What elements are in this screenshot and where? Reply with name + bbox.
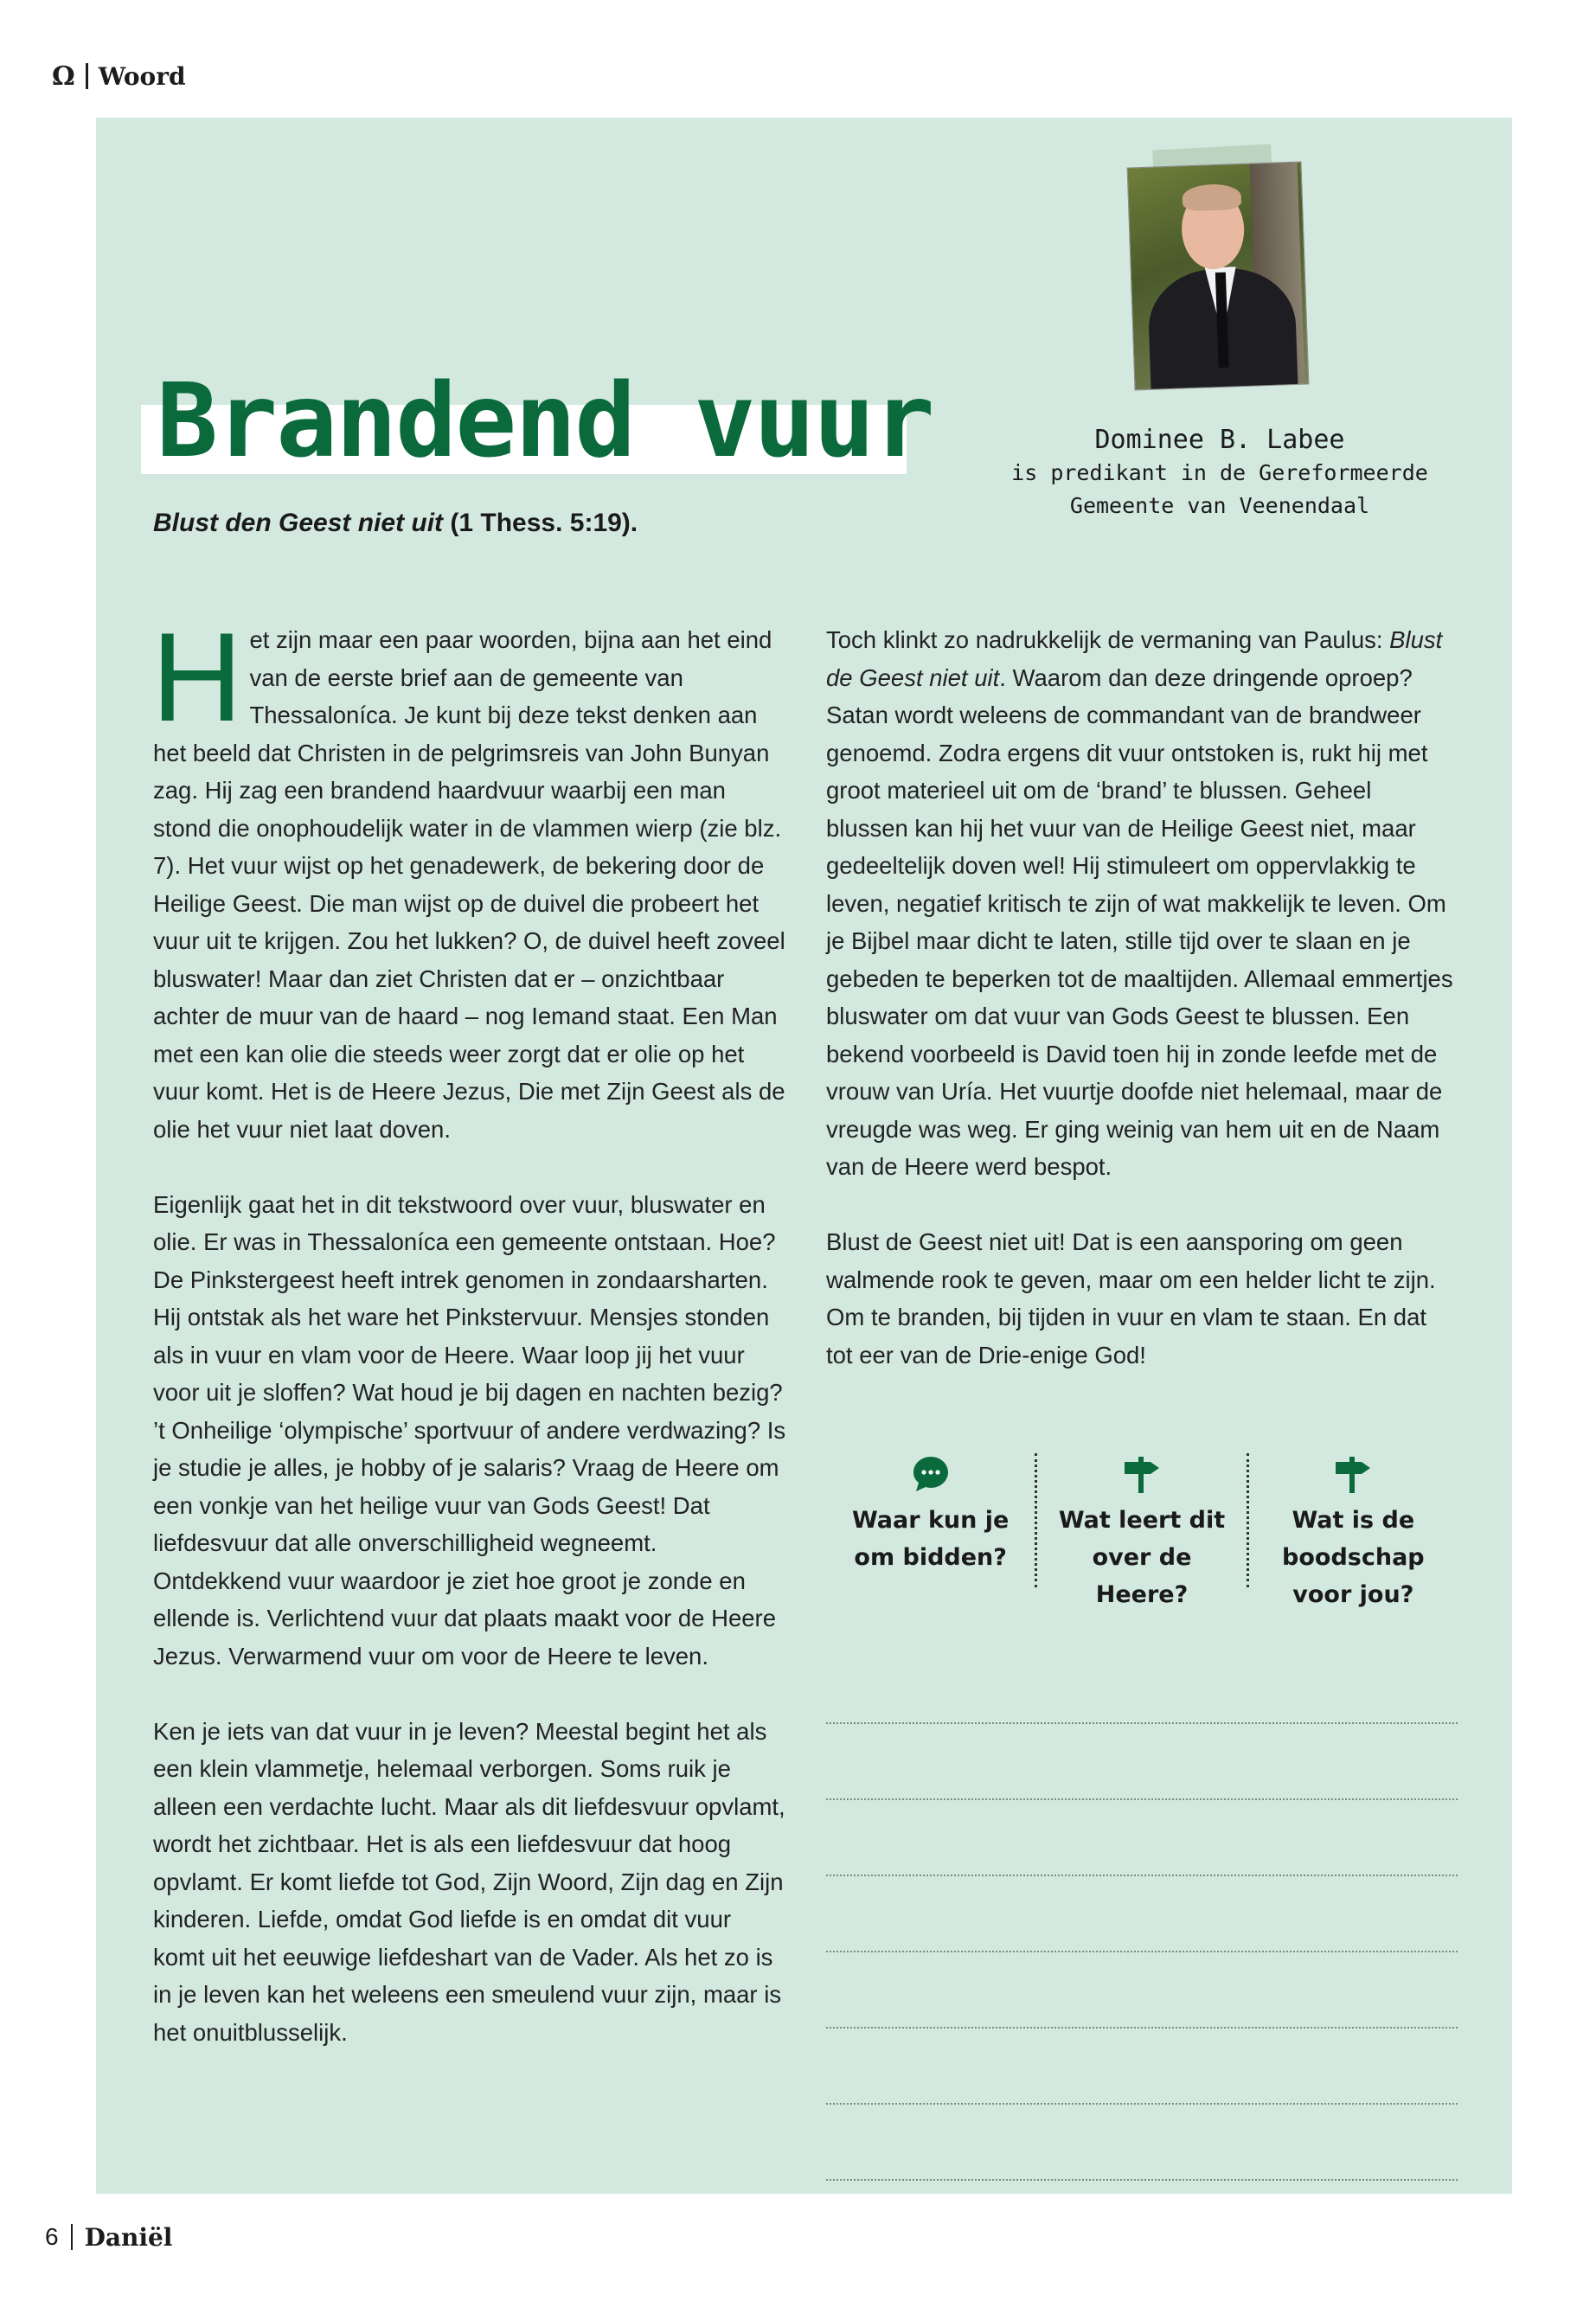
author-name: Dominee B. Labee: [1094, 425, 1345, 455]
answer-line[interactable]: [826, 1800, 1458, 1876]
paragraph-4-quote: Blust de Geest niet uit: [826, 626, 1443, 691]
answer-line[interactable]: [826, 1648, 1458, 1724]
page-footer: [45, 2220, 172, 2254]
signpost-icon: [1037, 1453, 1246, 1495]
omega-icon: Ω: [52, 61, 75, 92]
header-divider: [86, 63, 88, 89]
reflection-questions: [826, 1453, 1458, 1608]
drop-cap: H: [151, 606, 243, 747]
author-caption: [1003, 424, 1436, 522]
verse-line: [153, 509, 638, 538]
question-lord: [1035, 1453, 1246, 1608]
paragraph-5: Blust de Geest niet uit! Dat is een aansporing om geen walmende rook te geven, maar om een helder licht te zijn. Om te branden, bij tijden in vuur en vlam te staan. En dat tot eer van de Drie-enige God!: [826, 1228, 1436, 1368]
title-block: [141, 361, 933, 480]
paragraph-1-text: et zijn maar een paar woorden, bijna aan het eind van de eerste brief aan de gemeente van Thessaloníca. Je kunt bij deze tekst denken aan het beeld dat Christen in de pelgrimsreis van John Bunyan zag. Hij zag een brandend haardvuur waarbij een man stond die onophoudelijk water in de vlammen wierp (zie blz. 7). Het vuur wijst op het genadewerk, de bekering door de Heilige Geest. Die man wijst op de duivel die probeert het vuur uit te krijgen. Zou het lukken? O, de duivel heeft zoveel bluswater! Maar dan ziet Christen dat er – onzichtbaar achter de muur van de haard – nog Iemand staat. Een Man met een kan olie die steeds weer zorgt dat er olie op het vuur komt. Het is de Heere Jezus, Die met Zijn Geest als de olie het vuur niet laat doven.: [153, 626, 785, 1143]
paragraph-4: [826, 621, 1458, 1186]
magazine-name: Daniël: [84, 2222, 173, 2252]
answer-line[interactable]: [826, 2029, 1458, 2105]
author-role: is predikant in de Gereformeerde: [1011, 460, 1428, 485]
answer-line[interactable]: [826, 1952, 1458, 2029]
paragraph-1: [151, 606, 789, 1148]
question-label: Waar kun je om bidden?: [851, 1507, 1010, 1571]
paragraph-4-start: Toch klinkt zo nadrukkelijk de vermaning van Paulus:: [826, 626, 1390, 653]
question-label: Wat is de boodschap voor jou?: [1282, 1507, 1425, 1608]
page-number: 6: [45, 2223, 59, 2250]
question-pray: [826, 1453, 1035, 1587]
question-label: Wat leert dit over de Heere?: [1058, 1507, 1226, 1608]
right-column: [826, 621, 1458, 1412]
answer-line[interactable]: [826, 1724, 1458, 1800]
chat-bubble-icon: [826, 1453, 1035, 1495]
verse-reference: (1 Thess. 5:19).: [443, 509, 638, 537]
paragraph-3: Ken je iets van dat vuur in je leven? Meestal begint het als een klein vlammetje, helemaal verborgen. Soms ruik je alleen een verdachte lucht. Maar als dit liefdesvuur opvlamt, wordt het zichtbaar. Het is als een liefdesvuur dat hoog opvlamt. Er komt liefde tot God, Zijn Woord, Zijn dag en Zijn kinderen. Liefde, omdat God liefde is en omdat dit vuur komt uit het eeuwige liefdeshart van de Vader. Als het zo is in je leven kan het weleens een smeulend vuur zijn, maar is het onuitblusselijk.: [153, 1717, 785, 2046]
answer-line[interactable]: [826, 2105, 1458, 2181]
author-church: Gemeente van Veenendaal: [1069, 493, 1370, 518]
left-column: [151, 606, 789, 2089]
signpost-icon: [1249, 1453, 1458, 1495]
footer-divider: [71, 2224, 73, 2250]
article-title: Brandend vuur: [157, 361, 933, 480]
paragraph-4-rest: . Waarom dan deze dringende oproep? Satan wordt weleens de commandant van de brandweer genoemd. Zodra ergens dit vuur ontstoken is, rukt hij met groot materieel uit om de ‘brand’ te blussen. Geheel blussen kan hij het vuur van de Heilige Geest niet, maar gedeeltelijk doven wel! Hij stimuleert om oppervlakkig te leven, negatief kritisch te zijn of wat makkelijk te leven. Om je Bijbel maar dicht te laten, stille tijd over te slaan en je gebeden te beperken tot de maaltijden. Allemaal emmertjes bluswater om dat vuur van Gods Geest te blussen. Een bekend voorbeeld is David toen hij in zonde leefde met de vrouw van Uría. Het vuurtje doofde niet helemaal, maar de vreugde was weg. Er ging weinig van hem uit en de Naam van de Heere werd bespot.: [826, 663, 1453, 1180]
question-message: [1247, 1453, 1458, 1608]
verse-text: Blust den Geest niet uit: [153, 509, 444, 537]
author-photo: [1127, 162, 1310, 391]
page-header: [52, 59, 186, 93]
answer-line[interactable]: [826, 1876, 1458, 1952]
paragraph-2: Eigenlijk gaat het in dit tekstwoord over vuur, bluswater en olie. Er was in Thessaloníca een gemeente ontstaan. Hoe? De Pinkstergeest heeft intrek genomen in zondaarsharten. Hij ontstak als het ware het Pinkstervuur. Mensjes stonden als in vuur en vlam voor de Heere. Waar loop jij het vuur voor uit je sloffen? Wat houd je bij dagen en nachten bezig? ’t Onheilige ‘olympische’ sportvuur of andere verdwazing? Is je studie je alles, je hobby of je salaris? Vraag de Heere om een vonkje van het heilige vuur van Gods Geest! Dat liefdesvuur dat alle onverschilligheid wegneemt. Ontdekkend vuur waardoor je ziet hoe groot je zonde en ellende is. Verlichtend vuur dat plaats maakt voor de Heere Jezus. Verwarmend vuur om voor de Heere te leven.: [153, 1190, 786, 1670]
answer-lines: [826, 1648, 1458, 2181]
section-label: Woord: [98, 61, 186, 91]
